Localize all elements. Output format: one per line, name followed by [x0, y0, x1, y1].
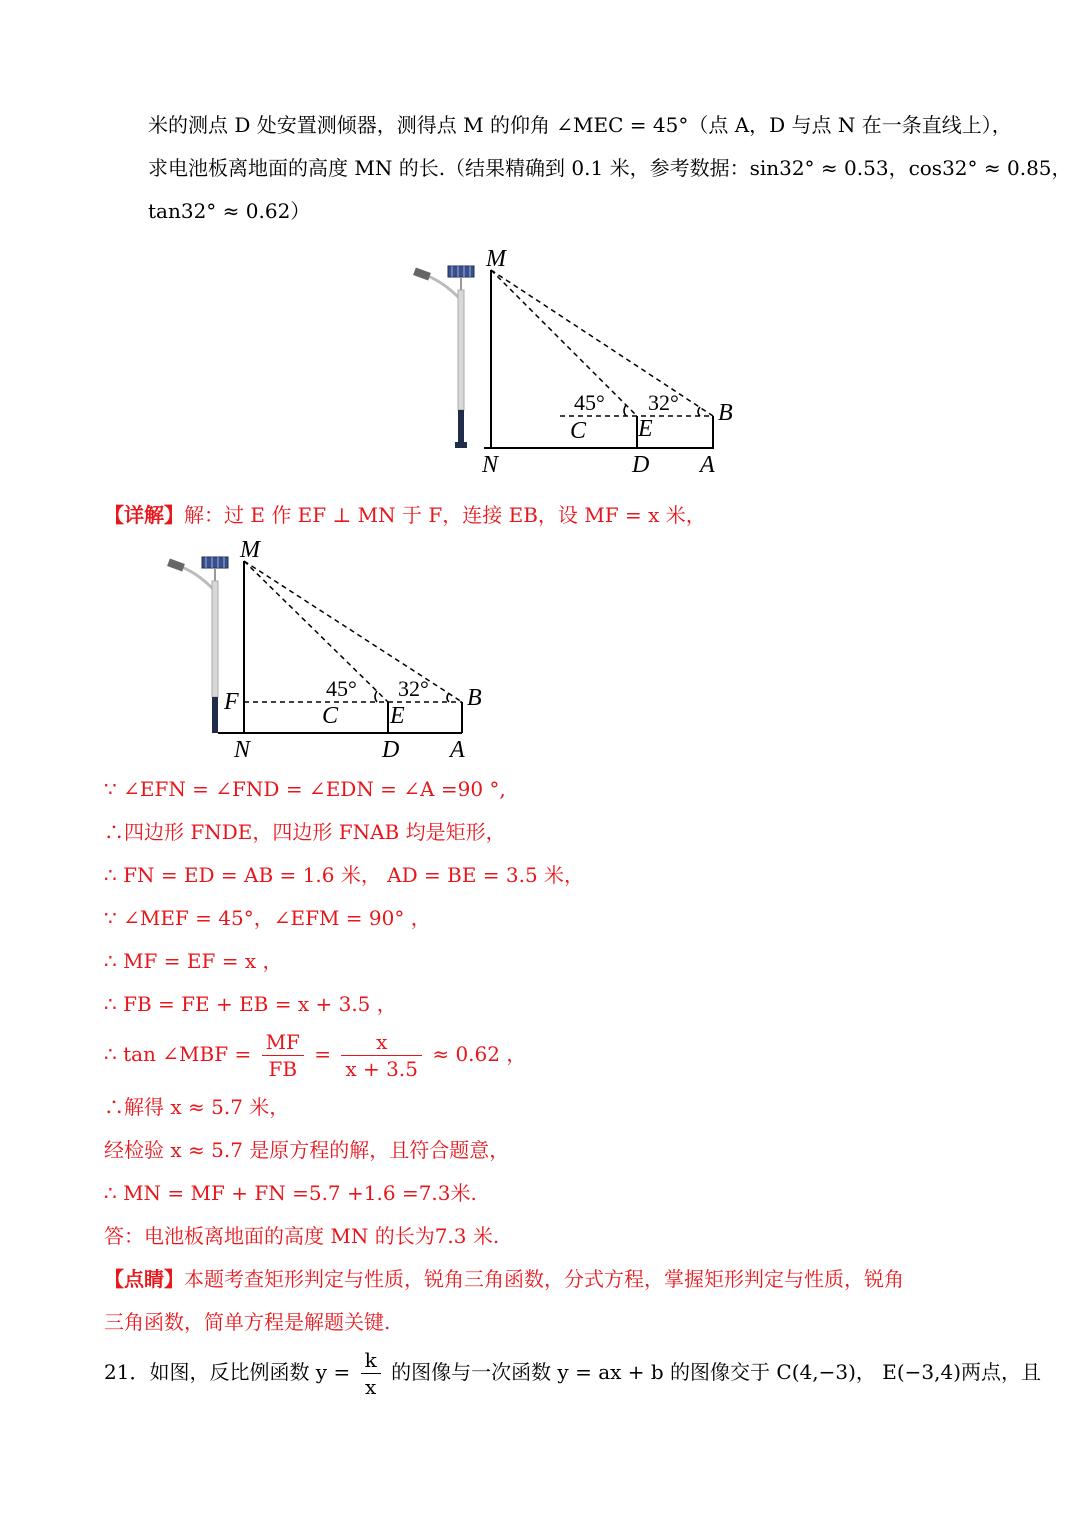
tan-prefix: ∴ tan ∠MBF = [104, 1042, 252, 1066]
step-4: ∵ ∠MEF = 45°，∠EFM = 90° ， [104, 906, 431, 930]
fig1-label-M: M [486, 246, 506, 272]
figure-2 [160, 535, 500, 765]
fig1-label-A: A [700, 452, 715, 478]
comment-line-1 [104, 1264, 904, 1294]
fig1-label-E: E [638, 416, 653, 442]
fig2-label-N: N [234, 737, 251, 763]
p21-prefix: 21．如图，反比例函数 y = [104, 1360, 351, 1384]
fig2-label-E: E [390, 703, 405, 729]
fig2-label-B: B [467, 685, 482, 711]
solution-header [104, 500, 706, 530]
step-6: ∴ FB = FE + EB = x + 3.5 ， [104, 992, 397, 1016]
step-9: ∴ MN = MF + FN =5.7 +1.6 =7.3米. [104, 1181, 477, 1205]
fig1-label-D: D [632, 452, 650, 478]
fig1-angle-45: 45° [574, 390, 605, 415]
fig1-label-B: B [718, 400, 733, 426]
fig2-label-F: F [224, 689, 239, 715]
step-1: ∵ ∠EFN = ∠FND = ∠EDN = ∠A =90 °, [104, 777, 506, 801]
equals-sign: = [314, 1042, 332, 1066]
fraction-x [341, 1029, 422, 1082]
detail-tag: 【详解】 [104, 503, 184, 527]
p21-suffix: 的图像与一次函数 y = ax + b 的图像交于 C(4,−3)， E(−3,4)两点，且 [391, 1360, 1041, 1384]
fraction-mf-fb [262, 1029, 304, 1082]
street-lamp-icon [167, 557, 228, 733]
fig2-label-M: M [240, 537, 260, 563]
fig1-angle-32: 32° [648, 390, 679, 415]
comment-line-2: 三角函数，简单方程是解题关键. [104, 1310, 391, 1334]
figure-1 [400, 240, 760, 485]
fig2-angle-45: 45° [326, 676, 357, 701]
fig2-angle-32: 32° [398, 676, 429, 701]
problem-line-2: 求电池板离地面的高度 MN 的长.（结果精确到 0.1 米，参考数据：sin32° ≈ 0.53，cos32° ≈ 0.85， [148, 156, 1072, 180]
fraction-denominator: x + 3.5 [345, 1057, 418, 1081]
fraction-denominator: FB [268, 1057, 298, 1081]
street-lamp-icon [413, 266, 474, 448]
step-8: 经检验 x ≈ 5.7 是原方程的解，且符合题意， [104, 1138, 510, 1162]
step-3: ∴ FN = ED = AB = 1.6 米， AD = BE = 3.5 米， [104, 863, 585, 887]
tan-suffix: ≈ 0.62 ， [432, 1042, 527, 1066]
problem-21 [104, 1346, 1041, 1400]
fraction-denominator: x [365, 1375, 377, 1399]
comment-tag: 【点睛】 [104, 1267, 184, 1291]
fig2-label-D: D [382, 737, 400, 763]
comment-text-1: 本题考查矩形判定与性质，锐角三角函数，分式方程，掌握矩形判定与性质，锐角 [184, 1267, 904, 1291]
fraction-k-x [361, 1347, 381, 1400]
fig1-label-C: C [570, 418, 587, 444]
fig1-label-N: N [482, 452, 499, 478]
fig2-label-A: A [450, 737, 465, 763]
problem-line-3: tan32° ≈ 0.62） [148, 199, 311, 223]
fraction-numerator: MF [262, 1029, 304, 1056]
problem-line-1: 米的测点 D 处安置测倾器，测得点 M 的仰角 ∠MEC = 45°（点 A，D 与点 N 在一条直线上）， [148, 113, 1012, 137]
tan-equation [104, 1028, 526, 1082]
fraction-numerator: k [361, 1347, 381, 1374]
fraction-numerator: x [341, 1029, 422, 1056]
step-5: ∴ MF = EF = x ， [104, 949, 283, 973]
answer: 答：电池板离地面的高度 MN 的长为7.3 米. [104, 1224, 500, 1248]
solution-intro: 解：过 E 作 EF ⊥ MN 于 F，连接 EB，设 MF = x 米， [184, 503, 706, 527]
fig2-label-C: C [322, 703, 339, 729]
step-2: ∴四边形 FNDE，四边形 FNAB 均是矩形， [104, 820, 506, 844]
step-7: ∴解得 x ≈ 5.7 米， [104, 1095, 290, 1119]
